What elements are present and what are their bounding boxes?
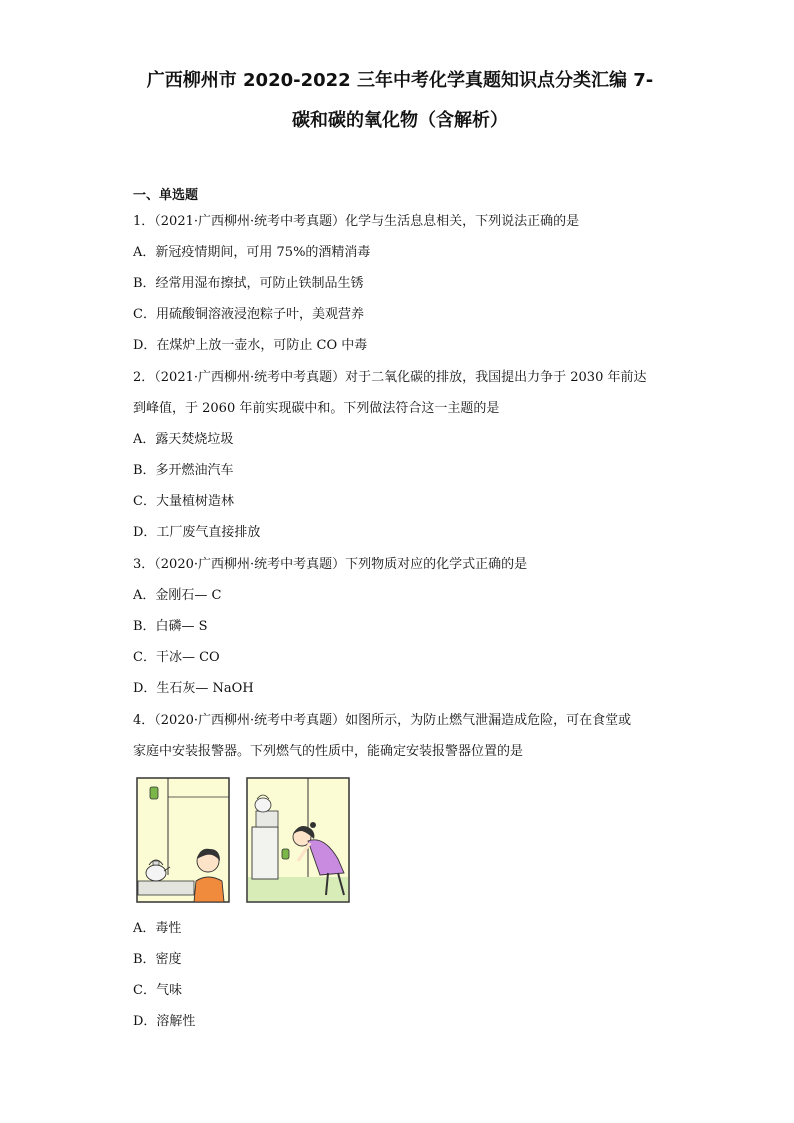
option-a: A．金刚石— C (133, 588, 222, 603)
option-c: C．大量植树造林 (133, 494, 234, 509)
option-b: B．多开燃油汽车 (133, 463, 234, 478)
figure-alarm-high (136, 777, 230, 903)
question-stem: 3．（2020·广西柳州·统考中考真题）下列物质对应的化学式正确的是 (133, 557, 528, 572)
question-stem-continued: 到峰值，于 2060 年前实现碳中和。下列做法符合这一主题的是 (133, 401, 500, 416)
question-stem: 2．（2021·广西柳州·统考中考真题）对于二氧化碳的排放，我国提出力争于 2030 年前达 (133, 370, 647, 385)
option-a: A．露天焚烧垃圾 (133, 432, 234, 447)
gas-alarm-icon (282, 849, 289, 859)
title-line-2: 碳和碳的氧化物（含解析） (292, 110, 508, 131)
option-a: A．新冠疫情期间，可用 75%的酒精消毒 (133, 245, 371, 260)
figure-alarm-low (246, 777, 350, 903)
option-d: D．在煤炉上放一壶水，可防止 CO 中毒 (133, 338, 368, 353)
option-c: C．用硫酸铜溶液浸泡粽子叶，美观营养 (133, 307, 364, 322)
question-stem: 1．（2021·广西柳州·统考中考真题）化学与生活息息相关，下列说法正确的是 (133, 214, 580, 229)
cabinet (252, 827, 278, 879)
option-c: C．干冰— CO (133, 650, 220, 665)
option-b: B．白磷— S (133, 619, 208, 634)
option-d: D．溶解性 (133, 1014, 196, 1029)
stove-counter (138, 881, 194, 895)
gas-alarm-icon (150, 787, 158, 799)
title-line-1: 广西柳州市 2020-2022 三年中考化学真题知识点分类汇编 7- (146, 70, 654, 91)
section-heading: 一、单选题 (133, 188, 199, 203)
option-b: B．密度 (133, 952, 182, 967)
option-c: C．气味 (133, 983, 182, 998)
option-d: D．工厂废气直接排放 (133, 525, 261, 540)
option-a: A．毒性 (133, 921, 182, 936)
option-d: D．生石灰— NaOH (133, 681, 254, 696)
question-stem: 4．（2020·广西柳州·统考中考真题）如图所示，为防止燃气泄漏造成危险，可在食堂或 (133, 713, 632, 728)
option-b: B．经常用湿布擦拭，可防止铁制品生锈 (133, 276, 364, 291)
question-stem-continued: 家庭中安装报警器。下列燃气的性质中，能确定安装报警器位置的是 (133, 744, 524, 759)
